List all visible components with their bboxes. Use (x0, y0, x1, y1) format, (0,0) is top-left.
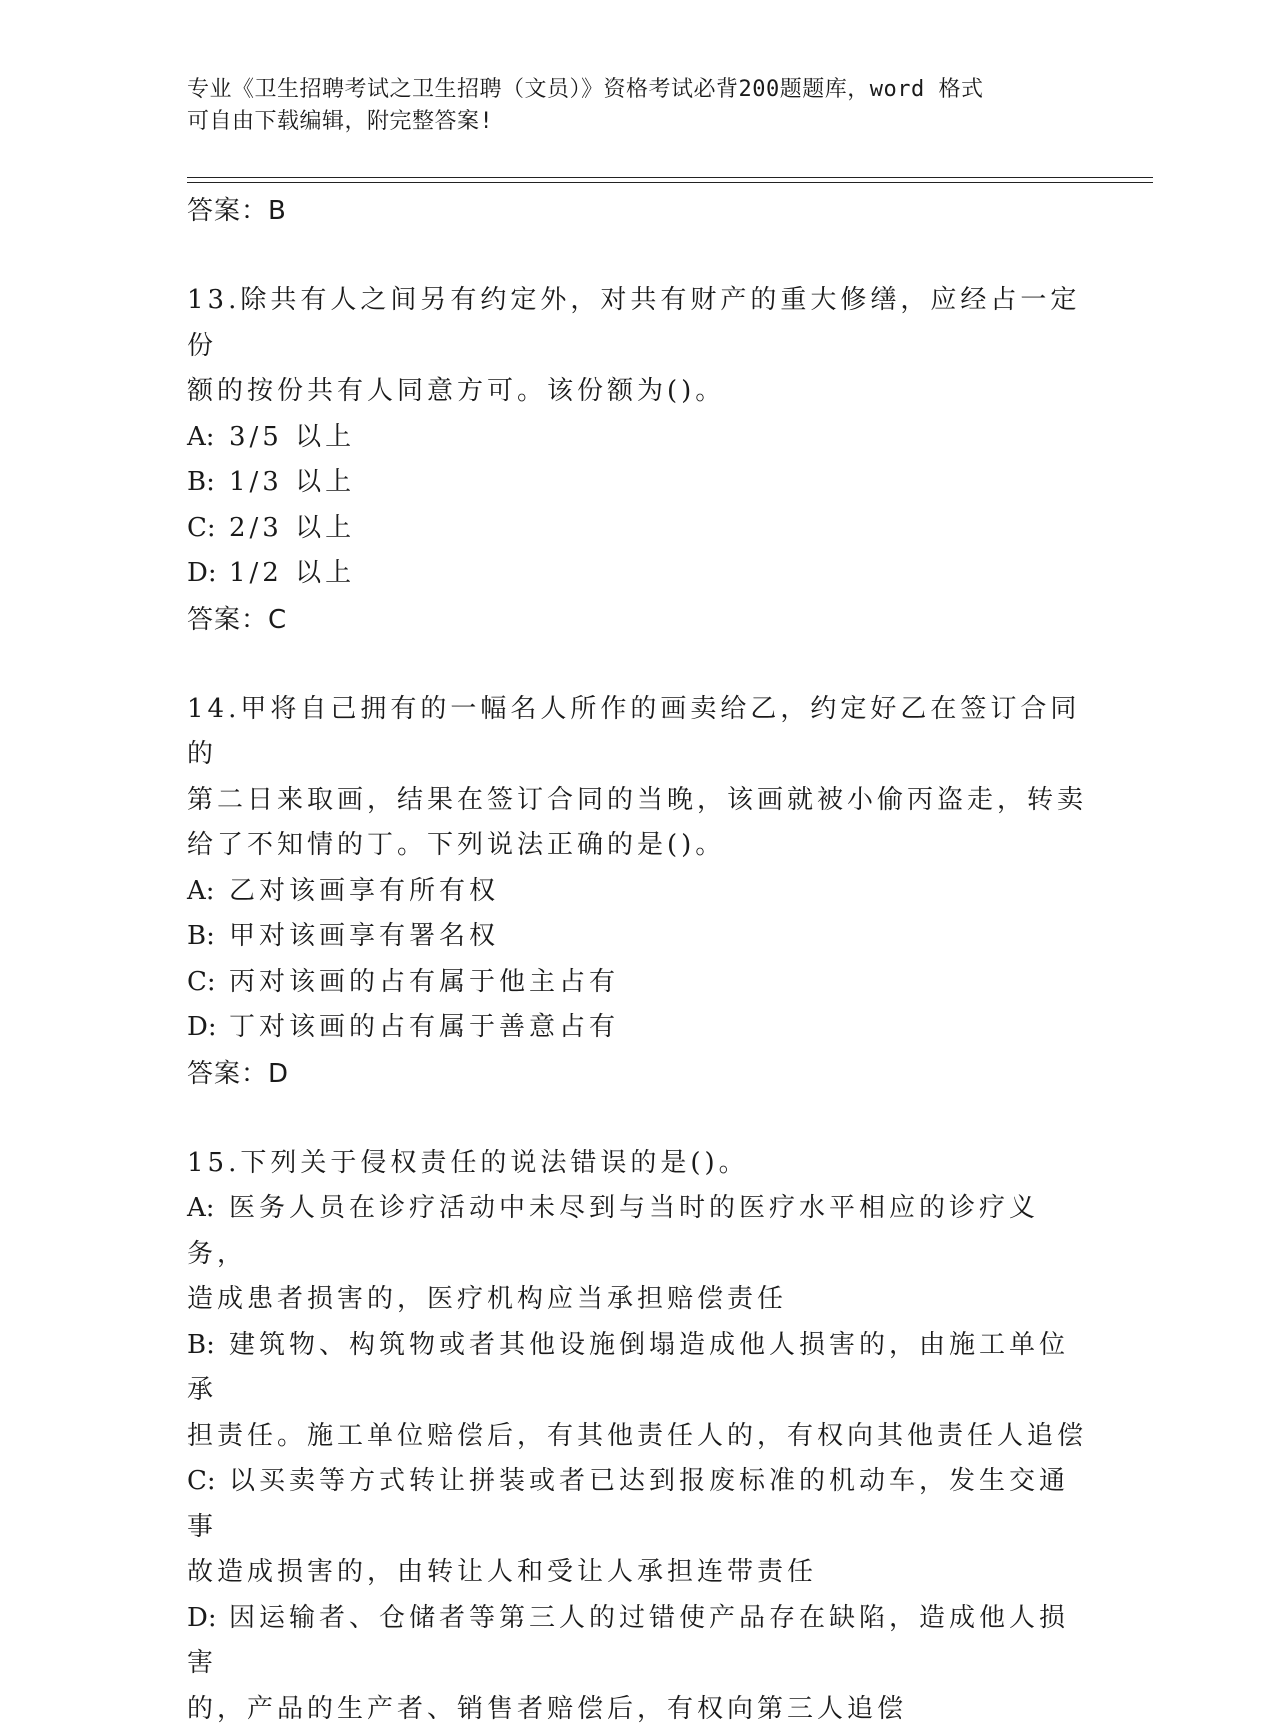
question-stem-line: 15.下列关于侵权责任的说法错误的是()。 (187, 1141, 1087, 1187)
option-key: A: (187, 415, 229, 461)
answer-line: 答案：B (187, 188, 1087, 234)
option-text: 乙对该画享有所有权 (229, 876, 499, 906)
answer-line: 答案：D (187, 1051, 1087, 1097)
option-c (187, 960, 1087, 1006)
option-key: B: (187, 1323, 229, 1369)
option-key: B: (187, 914, 229, 960)
header-line-2: 可自由下载编辑，附完整答案! (187, 106, 1067, 138)
option-text: 以买卖等方式转让拼装或者已达到报废标准的机动车，发生交通事 (187, 1466, 1069, 1542)
option-a (187, 1186, 1087, 1277)
header-divider-bottom (187, 182, 1153, 183)
option-b (187, 1323, 1087, 1414)
question-stem-line: 额的按份共有人同意方可。该份额为()。 (187, 369, 1087, 415)
question-13 (187, 278, 1087, 643)
question-stem-line: 第二日来取画，结果在签订合同的当晚，该画就被小偷丙盗走，转卖 (187, 778, 1087, 824)
option-c (187, 506, 1087, 552)
option-d-continued: 的，产品的生产者、销售者赔偿后，有权向第三人追偿 (187, 1687, 1087, 1732)
option-text: 甲对该画享有署名权 (229, 921, 499, 951)
option-key: C: (187, 960, 229, 1006)
answer-line: 答案：C (187, 597, 1087, 643)
option-a (187, 415, 1087, 461)
question-15 (187, 1141, 1087, 1732)
option-text: 1/2 以上 (229, 558, 355, 588)
option-text: 1/3 以上 (229, 467, 355, 497)
document-header (187, 74, 1067, 138)
option-text: 3/5 以上 (229, 422, 355, 452)
question-stem-line: 给了不知情的丁。下列说法正确的是()。 (187, 823, 1087, 869)
option-text: 医务人员在诊疗活动中未尽到与当时的医疗水平相应的诊疗义务， (187, 1193, 1039, 1269)
option-b (187, 460, 1087, 506)
option-key: A: (187, 1186, 229, 1232)
option-text: 因运输者、仓储者等第三人的过错使产品存在缺陷，造成他人损害 (187, 1603, 1069, 1679)
question-stem-line: 14.甲将自己拥有的一幅名人所作的画卖给乙，约定好乙在签订合同的 (187, 687, 1087, 778)
option-a-continued: 造成患者损害的，医疗机构应当承担赔偿责任 (187, 1277, 1087, 1323)
option-key: D: (187, 551, 229, 597)
option-key: A: (187, 869, 229, 915)
option-key: B: (187, 460, 229, 506)
option-key: C: (187, 506, 229, 552)
option-c-continued: 故造成损害的，由转让人和受让人承担连带责任 (187, 1550, 1087, 1596)
option-key: D: (187, 1596, 229, 1642)
option-c (187, 1459, 1087, 1550)
question-stem-line: 13.除共有人之间另有约定外，对共有财产的重大修缮，应经占一定份 (187, 278, 1087, 369)
option-d (187, 1005, 1087, 1051)
option-a (187, 869, 1087, 915)
option-text: 建筑物、构筑物或者其他设施倒塌造成他人损害的，由施工单位承 (187, 1330, 1069, 1406)
header-divider-top (187, 177, 1153, 178)
document-body (187, 188, 1087, 1732)
option-text: 丙对该画的占有属于他主占有 (229, 967, 619, 997)
option-key: C: (187, 1459, 229, 1505)
option-d (187, 551, 1087, 597)
question-14 (187, 687, 1087, 1097)
option-text: 2/3 以上 (229, 513, 355, 543)
header-line-1: 专业《卫生招聘考试之卫生招聘（文员）》资格考试必背200题题库，word 格式 (187, 74, 1067, 106)
option-key: D: (187, 1005, 229, 1051)
option-b-continued: 担责任。施工单位赔偿后，有其他责任人的，有权向其他责任人追偿 (187, 1414, 1087, 1460)
option-d (187, 1596, 1087, 1687)
option-text: 丁对该画的占有属于善意占有 (229, 1012, 619, 1042)
option-b (187, 914, 1087, 960)
